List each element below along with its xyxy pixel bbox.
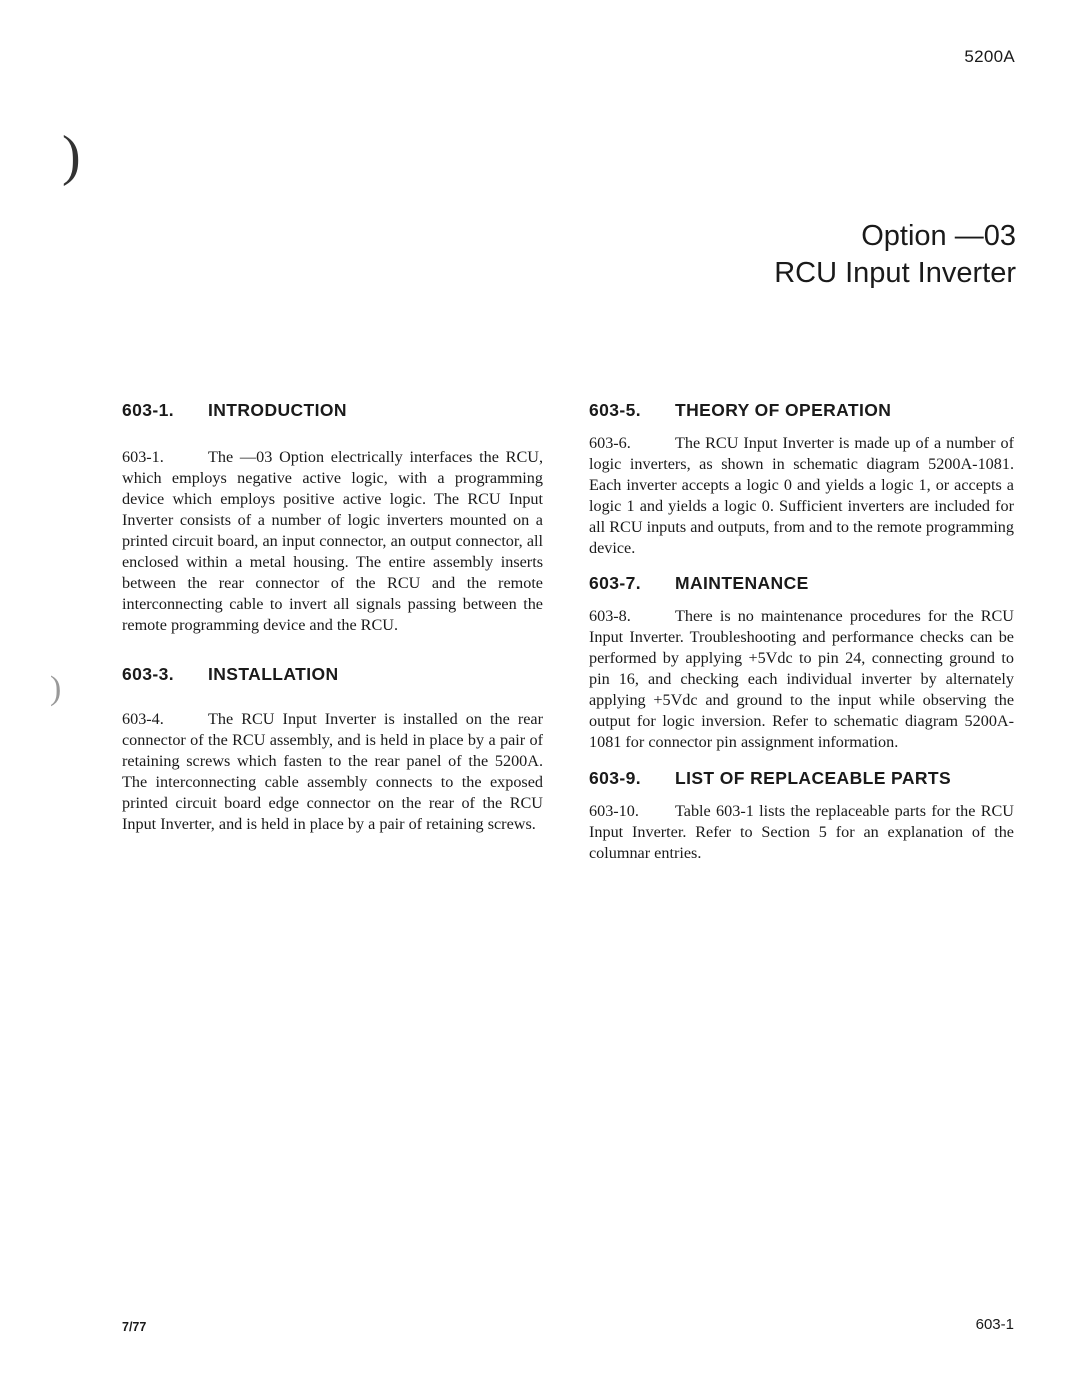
section-heading <box>589 768 1014 789</box>
section-paragraph <box>122 709 543 835</box>
section-number: 603-3. <box>122 664 175 684</box>
paragraph-number: 603-6. <box>589 434 631 452</box>
section-title: THEORY OF OPERATION <box>675 400 892 420</box>
section-number: 603-1. <box>122 400 175 420</box>
section-introduction <box>122 400 543 636</box>
section-paragraph <box>589 801 1014 864</box>
section-heading <box>122 400 543 421</box>
section-number: 603-9. <box>589 768 642 788</box>
margin-mark-middle: ) <box>50 670 62 707</box>
section-heading <box>589 573 1014 594</box>
section-maintenance <box>589 573 1014 753</box>
title-line-name: RCU Input Inverter <box>774 257 1016 289</box>
paragraph-text: The —03 Option electrically interfaces the RCU, which employs negative active logic, with a programming device which employs positive active logic. The RCU Input Inverter consists of a number of logic inverters mounted on a printed circuit board, an input connector, an output connector, all enclosed within a metal housing. The entire assembly inserts between the rear connector of the RCU and the remote interconnecting cable to invert all signals passing between the remote programming device and the RCU. <box>122 448 543 634</box>
section-paragraph <box>589 606 1014 753</box>
section-installation <box>122 664 543 835</box>
document-code: 5200A <box>964 47 1015 66</box>
section-title: INSTALLATION <box>208 664 339 684</box>
paragraph-text: Table 603-1 lists the replaceable parts for the RCU Input Inverter. Refer to Section 5 for an explanation of the columnar entries. <box>589 802 1014 862</box>
section-replaceable-parts <box>589 768 1014 864</box>
page-number: 603-1 <box>975 1316 1014 1333</box>
section-title: MAINTENANCE <box>675 573 809 593</box>
paragraph-text: The RCU Input Inverter is installed on the rear connector of the RCU assembly, and is held in place by a pair of retaining screws which fasten to the rear panel of the 5200A. The interconnecting cable assembly connects to the exposed printed circuit board edge connector on the rear of the RCU Input Inverter, and is held in place by a pair of retaining screws. <box>122 710 543 833</box>
margin-mark-top: ) <box>62 125 81 187</box>
section-number: 603-7. <box>589 573 642 593</box>
paragraph-number: 603-8. <box>589 607 631 625</box>
title-line-option: Option —03 <box>861 220 1016 252</box>
section-number: 603-5. <box>589 400 642 420</box>
section-paragraph <box>589 433 1014 559</box>
section-heading <box>122 664 543 685</box>
section-paragraph <box>122 447 543 636</box>
section-title: LIST OF REPLACEABLE PARTS <box>675 768 952 788</box>
paragraph-text: The RCU Input Inverter is made up of a number of logic inverters, as shown in schematic diagram 5200A-1081. Each inverter accepts a logic 0 and yields a logic 1, or accepts a logic 1 and yields a logic 0. Sufficient inverters are included for all RCU inputs and outputs, from and to the remote programming device. <box>589 434 1014 557</box>
footer-date: 7/77 <box>122 1320 147 1334</box>
paragraph-number: 603-10. <box>589 802 639 820</box>
page-title <box>774 218 1016 292</box>
paragraph-number: 603-1. <box>122 448 164 466</box>
paragraph-number: 603-4. <box>122 710 164 728</box>
right-column <box>589 400 1014 864</box>
paragraph-text: There is no maintenance procedures for the RCU Input Inverter. Troubleshooting and performance checks can be performed by applying +5Vdc to pin 24, connecting ground to pin 16, and checking each individual inverter by alternately applying +5Vdc and ground to the input while observing the output for logic inversion. Refer to schematic diagram 5200A-1081 for connector pin assignment information. <box>589 607 1014 751</box>
section-title: INTRODUCTION <box>208 400 347 420</box>
left-column <box>122 400 543 835</box>
section-theory-of-operation <box>589 400 1014 559</box>
section-heading <box>589 400 1014 421</box>
